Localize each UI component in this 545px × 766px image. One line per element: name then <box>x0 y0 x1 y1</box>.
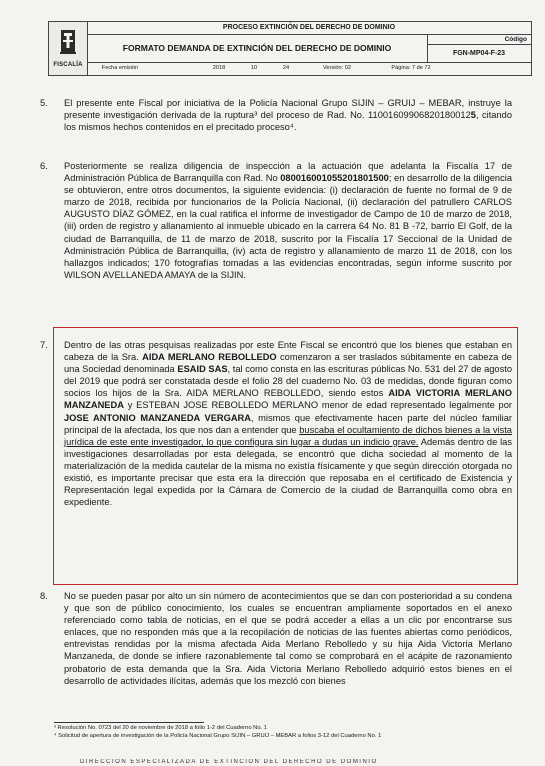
text-segment: , mismos que efectivamente hacen parte del núcleo familiar principal de la afectada, los que nos dan a entender que <box>64 412 512 435</box>
paragraph-5 <box>40 97 512 133</box>
text-segment: ; en desarrollo de la diligencia se obtuvieron, entre otros documentos, la siguiente evidencia: (i) declaración de fuente no formal de 9 de marzo de 2018, recibida por funcionarios de la Policía Nacional, (ii) declaración del patrullero CARLOS AUGUSTO DÍAZ GÓMEZ, en la cual ratifica el informe de investigador de Campo de 10 de marzo de 2018, (iii) orden de registro y allanamiento al inmueble ubicado en la carrera 64 No. 81 B -72, barrio El Golf, de la ciudad de Barranquilla, de 11 de marzo de 2018, suscrito por la Fiscalía 17 Seccional de la Unidad de Administración Pública de Barranquilla, (iv) acta de registro y allanamiento de marzo 11 de 2018, con los hallazgos indicados; 170 fotografías tomadas a las evidencias encontradas, según informe suscrito por WILSON AVELLANEDA AMAYA de la SIJIN. <box>64 173 512 280</box>
footer-text: DIRECCIÓN ESPECIALIZADA DE EXTINCIÓN DEL DERECHO DE DOMINIO <box>80 759 378 765</box>
paragraph-6 <box>40 160 512 281</box>
bold-text-segment: ESAID SAS <box>177 364 228 375</box>
code-label: Código <box>427 34 531 45</box>
text-segment: Dentro de las otras pesquisas realizadas por este Ente Fiscal se encontró que los bienes que estaban en cabeza de la Sra. <box>64 340 512 363</box>
bold-text-segment: AIDA VICTORIA MERLANO MANZANEDA <box>64 388 512 411</box>
footnote-rule <box>54 722 204 723</box>
paragraph-text <box>64 591 512 686</box>
paragraph-8 <box>40 590 512 687</box>
text-segment: y ESTEBAN JOSE REBOLLEDO MERLANO menor de edad representado legalmente por <box>123 400 512 411</box>
fiscalia-shield-icon <box>58 28 78 56</box>
paragraph-text <box>64 340 512 507</box>
text-segment: comenzaron a ser traslados súbitamente en cabeza de una Sociedad denominada <box>64 352 512 375</box>
text-segment: El presente ente Fiscal por iniciativa de la Policía Nacional Grupo SIJIN – GRUIJ – MEBAR, instruye la presente investigación derivada de la ruptura³ del proceso de Rad. No. 11001609906820180012 <box>64 98 512 121</box>
paragraph-number: 6. <box>40 161 48 171</box>
logo-text: FISCALÍA <box>53 62 83 68</box>
fecha-year: 2018 <box>212 65 226 71</box>
text-segment: Además dentro de las investigaciones desarrolladas por esta delegada, se encontró que dicha sociedad al momento de la materialización de la medida cautelar de la misma no existía físicamente y que según dirección otorgada no existió, es importante precisar que esta era la dirección que reposaba en el certificado de Existencia y Representación legal expedida por la Cámara de Comercio de la ciudad de Barranquilla como obra en expediente. <box>64 436 512 508</box>
paragraph-number: 7. <box>40 340 48 350</box>
form-code: FGN-MP04-F-23 <box>427 45 531 63</box>
fecha-month: 10 <box>250 65 258 71</box>
footnote-3: ³ Resolución No. 0723 del 20 de noviembre de 2018 a folio 1-2 del Cuaderno No. 1 <box>54 725 268 731</box>
fecha-day: 24 <box>282 65 290 71</box>
paragraph-text <box>64 161 512 280</box>
page-number: Página: 7 de 72 <box>391 65 431 71</box>
version: Versión: 02 <box>323 65 351 71</box>
text-segment: , citando los mismos hechos contenidos en el precitado proceso⁴. <box>64 110 512 133</box>
paragraph-number: 5. <box>40 98 48 108</box>
bold-text-segment: 5 <box>470 110 476 121</box>
document-header <box>48 21 532 76</box>
bold-text-segment: AIDA MERLANO REBOLLEDO <box>142 352 277 363</box>
text-segment: , tal como consta en las escrituras públicas No. 531 del 27 de agosto del 2019 que podrá ser constatada desde el folio 28 del cuaderno No. 03 de medidas, donde figuran como socios los hijos de la Sra. AIDA MERLANO REBOLLEDO, siendo estos <box>64 364 512 399</box>
paragraph-7 <box>40 339 512 508</box>
underlined-text-segment: buscaba el ocultamiento de dichos bienes a la vista jurídica de este ente investigador, lo que configura sin lugar a dudas un indicio grave. <box>64 424 512 447</box>
process-title: PROCESO EXTINCIÓN DEL DERECHO DE DOMINIO <box>87 22 531 35</box>
header-meta <box>87 62 531 75</box>
footnote-4: ⁴ Solicitud de apertura de investigación de la Policía Nacional Grupo SIJIN – GRUIJ – MEBAR a folios 3-12 del Cuaderno No. 1 <box>54 733 382 739</box>
logo-cell <box>49 22 88 75</box>
paragraph-number: 8. <box>40 591 48 601</box>
text-segment: No se pueden pasar por alto un sin número de acontecimientos que se dan con posterioridad a su condena y que son de público conocimiento, los cuales se encuentran ampliamente soportados en el anexo referenciado como tabla de noticias, en el que se podrá acceder a ellas a un clic por encontrarse sus enlaces, que no responden más que a la recopilación de noticias de las fuentes abiertas como periódicos, entrevistas rendidas por la misma afectada Aida Merlano Rebolledo y su hija Aida Victoria Merlano Manzaneda, de donde se infiere razonablemente tal como se comprobará en el acápite de razonamiento probatorio de esta demanda que la Sra. Aida Victoria Merlano Rebolledo adquirió estos bienes en el desarrollo de actividades ilícitas, además que los mezcló con bienes <box>64 591 512 686</box>
paragraph-text <box>64 98 512 132</box>
form-title: FORMATO DEMANDA DE EXTINCIÓN DEL DERECHO DE DOMINIO <box>87 34 428 63</box>
text-segment: Posteriormente se realiza diligencia de inspección a la actuación que adelanta la Fiscalía 17 de Administración Pública de Barranquilla con Rad. No <box>64 161 512 184</box>
bold-text-segment: 080016001055201801500 <box>280 173 389 184</box>
bold-text-segment: JOSE ANTONIO MANZANEDA VERGARA <box>64 412 251 423</box>
fecha-label: Fecha emisión <box>101 65 139 71</box>
